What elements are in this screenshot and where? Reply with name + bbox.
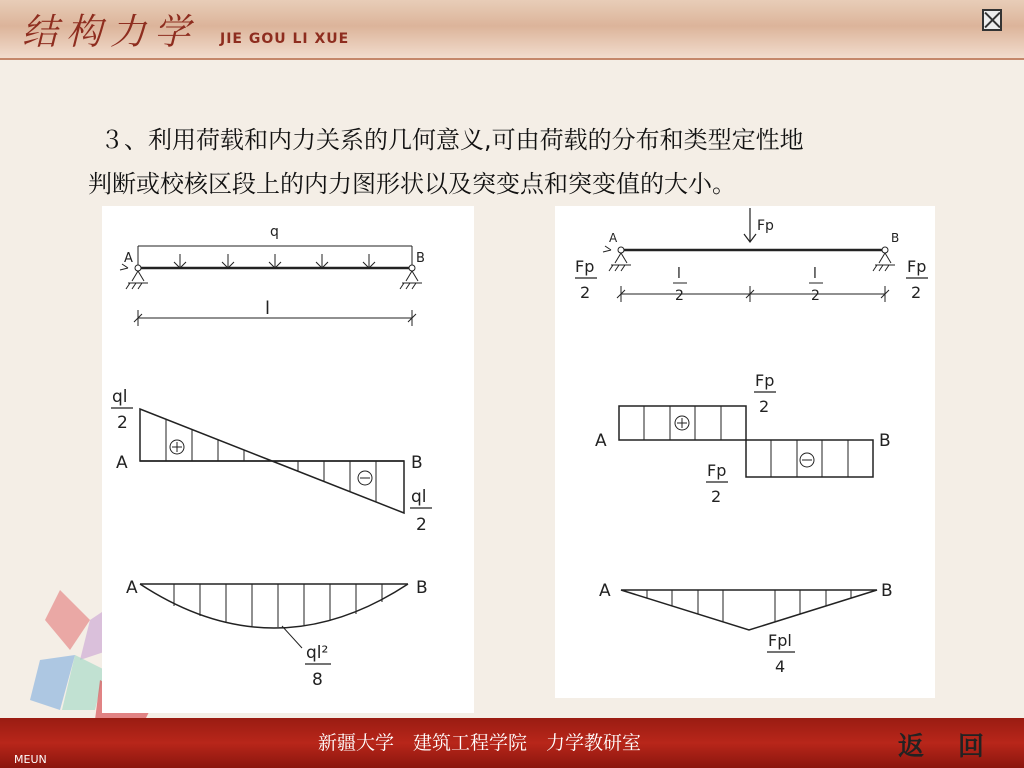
left-diagram-panel bbox=[102, 206, 474, 713]
reaction-b-den: 2 bbox=[911, 283, 922, 302]
span-dimension bbox=[617, 286, 889, 302]
half-span-num-2: l bbox=[813, 266, 817, 282]
moment-label-a: A bbox=[599, 581, 611, 601]
shear-top-den: 2 bbox=[759, 397, 770, 416]
footer-org: 新疆大学 建筑工程学院 力学教研室 bbox=[318, 732, 642, 754]
load-label: q bbox=[270, 224, 279, 240]
reaction-a-num: Fp bbox=[575, 257, 595, 276]
shear-top-num: Fp bbox=[755, 371, 775, 390]
label-a: A bbox=[124, 251, 133, 266]
content-heading bbox=[88, 118, 968, 206]
half-span-den-1: 2 bbox=[675, 288, 684, 304]
footer-bar bbox=[0, 718, 1024, 768]
udl-load bbox=[138, 246, 412, 268]
right-diagram bbox=[555, 206, 935, 698]
point-load-label: Fp bbox=[757, 218, 774, 234]
moment-diagram bbox=[621, 590, 877, 630]
back-button[interactable]: 返回 bbox=[898, 732, 1019, 762]
shear-top-num: ql bbox=[112, 387, 128, 407]
shear-bot-den: 2 bbox=[711, 487, 722, 506]
menu-button[interactable]: MEUN bbox=[14, 753, 47, 766]
shear-top-den: 2 bbox=[117, 413, 128, 433]
moment-num: Fpl bbox=[768, 631, 792, 650]
right-diagram-panel bbox=[555, 206, 935, 698]
shear-label-b: B bbox=[411, 453, 423, 473]
heading-line-2: 判断或校核区段上的内力图形状以及突变点和突变值的大小。 bbox=[88, 170, 736, 198]
shear-label-a: A bbox=[116, 453, 128, 473]
label-a: A bbox=[609, 231, 618, 245]
reaction-b-num: Fp bbox=[907, 257, 927, 276]
reaction-a-den: 2 bbox=[580, 283, 591, 302]
moment-den: 8 bbox=[312, 670, 323, 690]
span-label: l bbox=[265, 298, 271, 319]
moment-label-b: B bbox=[416, 578, 428, 598]
shear-label-b: B bbox=[879, 431, 891, 451]
shear-bot-num: Fp bbox=[707, 461, 727, 480]
header-bar bbox=[0, 0, 1024, 60]
half-span-den-2: 2 bbox=[811, 288, 820, 304]
span-dimension bbox=[134, 310, 416, 326]
app-subtitle: JIE GOU LI XUE bbox=[220, 31, 350, 47]
label-b: B bbox=[891, 231, 900, 245]
app-title: 结构力学 bbox=[22, 12, 199, 53]
moment-den: 4 bbox=[775, 657, 786, 676]
moment-label-a: A bbox=[126, 578, 138, 598]
shear-bot-num: ql bbox=[411, 487, 427, 507]
moment-num: ql² bbox=[306, 643, 329, 663]
shear-diagram bbox=[619, 406, 873, 477]
half-span-num-1: l bbox=[677, 266, 681, 282]
shear-bot-den: 2 bbox=[416, 515, 427, 535]
left-diagram bbox=[102, 206, 474, 713]
moment-label-b: B bbox=[881, 581, 893, 601]
shear-label-a: A bbox=[595, 431, 607, 451]
label-b: B bbox=[416, 251, 425, 266]
heading-line-1: ３、利用荷载和内力关系的几何意义,可由荷载的分布和类型定性地 bbox=[100, 126, 804, 154]
shear-diagram bbox=[140, 409, 404, 513]
close-icon[interactable] bbox=[982, 9, 1002, 31]
moment-diagram bbox=[140, 584, 408, 648]
